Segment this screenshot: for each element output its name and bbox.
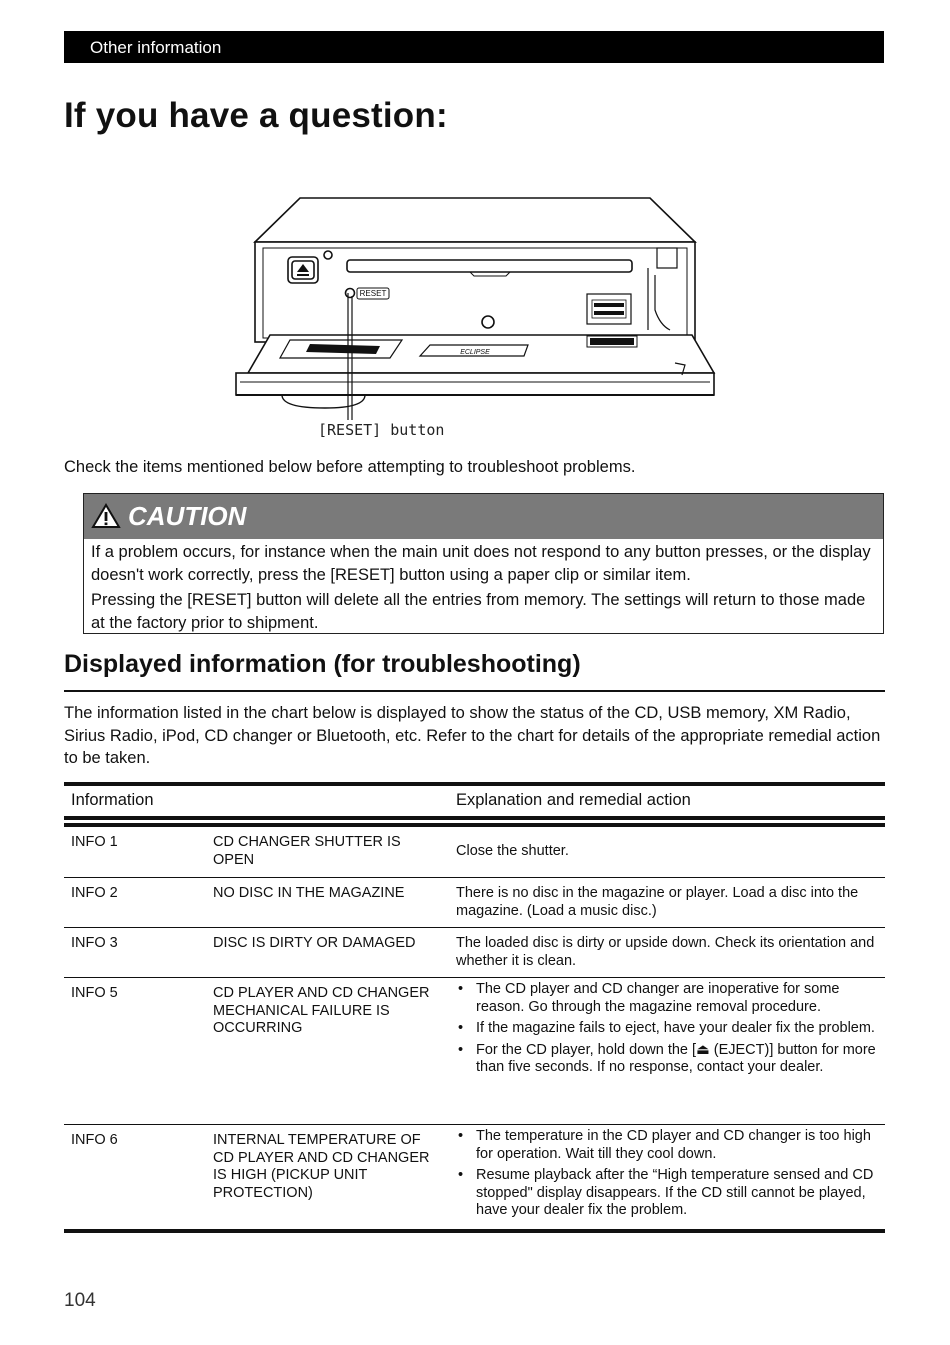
info-action: The loaded disc is dirty or upside down. Check its orientation and whether it is clean.: [456, 935, 875, 969]
list-item: • For the CD player, hold down the [⏏ (EJECT)] button for more than five seconds. If no response, contact your dealer.: [456, 1042, 880, 1077]
table-row: [64, 878, 885, 928]
list-item: • The temperature in the CD player and CD changer is too high for operation. Wait till they cool down.: [456, 1128, 880, 1163]
info-message: DISC IS DIRTY OR DAMAGED: [213, 935, 416, 951]
section-divider: [64, 690, 885, 692]
section-title: Displayed information (for troubleshooting): [64, 650, 581, 678]
reset-button-callout: [RESET] button: [318, 421, 445, 439]
caution-paragraph: Pressing the [RESET] button will delete all the entries from memory. The settings will return to those made at the factory prior to shipment.: [91, 591, 866, 632]
intro-text: Check the items mentioned below before attempting to troubleshoot problems.: [64, 458, 636, 476]
caution-paragraph: If a problem occurs, for instance when the main unit does not respond to any button presses, or the display doesn't work correctly, press the [RESET] button using a paper clip or similar item.: [91, 543, 871, 584]
info-message: INTERNAL TEMPERATURE OF CD PLAYER AND CD CHANGER IS HIGH (PICKUP UNIT PROTECTION): [213, 1132, 430, 1201]
info-message: CD PLAYER AND CD CHANGER MECHANICAL FAILURE IS OCCURRING: [213, 985, 430, 1036]
table-header: [64, 786, 885, 814]
column-header-explanation: Explanation and remedial action: [456, 791, 691, 809]
info-action-list: [456, 981, 880, 1081]
column-header-information: Information: [71, 791, 154, 809]
section-intro: The information listed in the chart below is displayed to show the status of the CD, USB memory, XM Radio, Sirius Radio, iPod, CD changer or Bluetooth, etc. Refer to the chart for details of the appropriate remedial action to be taken.: [64, 704, 881, 767]
reset-label: RESET: [359, 289, 387, 298]
list-item: • Resume playback after the “High temperature sensed and CD stopped" display disappears. If the CD still cannot be played, have your dealer fix the problem.: [456, 1167, 880, 1220]
info-action: There is no disc in the magazine or player. Load a disc into the magazine. (Load a music disc.): [456, 885, 859, 919]
caution-box: [83, 493, 884, 634]
info-code: INFO 3: [71, 935, 118, 951]
info-table: [64, 782, 885, 1233]
info-code: INFO 6: [71, 1132, 118, 1148]
info-code: INFO 1: [71, 834, 118, 850]
list-item: • If the magazine fails to eject, have your dealer fix the problem.: [456, 1020, 880, 1038]
page-number: 104: [64, 1290, 96, 1311]
info-code: INFO 2: [71, 885, 118, 901]
table-row: [64, 1125, 885, 1233]
caution-title: CAUTION: [128, 501, 247, 531]
info-message: NO DISC IN THE MAGAZINE: [213, 885, 405, 901]
head-unit-illustration: [230, 190, 725, 445]
list-item: • The CD player and CD changer are inoperative for some reason. Go through the magazine removal procedure.: [456, 981, 880, 1016]
caution-header: [84, 494, 883, 539]
section-header-bar: [64, 31, 884, 63]
table-row: [64, 827, 885, 878]
warning-icon: [91, 503, 121, 529]
info-message: CD CHANGER SHUTTER IS OPEN: [213, 834, 401, 868]
table-row: [64, 928, 885, 978]
info-action-list: [456, 1128, 880, 1224]
info-action: Close the shutter.: [456, 843, 569, 859]
info-code: INFO 5: [71, 985, 118, 1001]
brand-logo: ECLIPSE: [460, 349, 490, 356]
table-row: [64, 978, 885, 1125]
section-label: Other information: [90, 38, 222, 57]
page-title: If you have a question:: [64, 96, 448, 135]
